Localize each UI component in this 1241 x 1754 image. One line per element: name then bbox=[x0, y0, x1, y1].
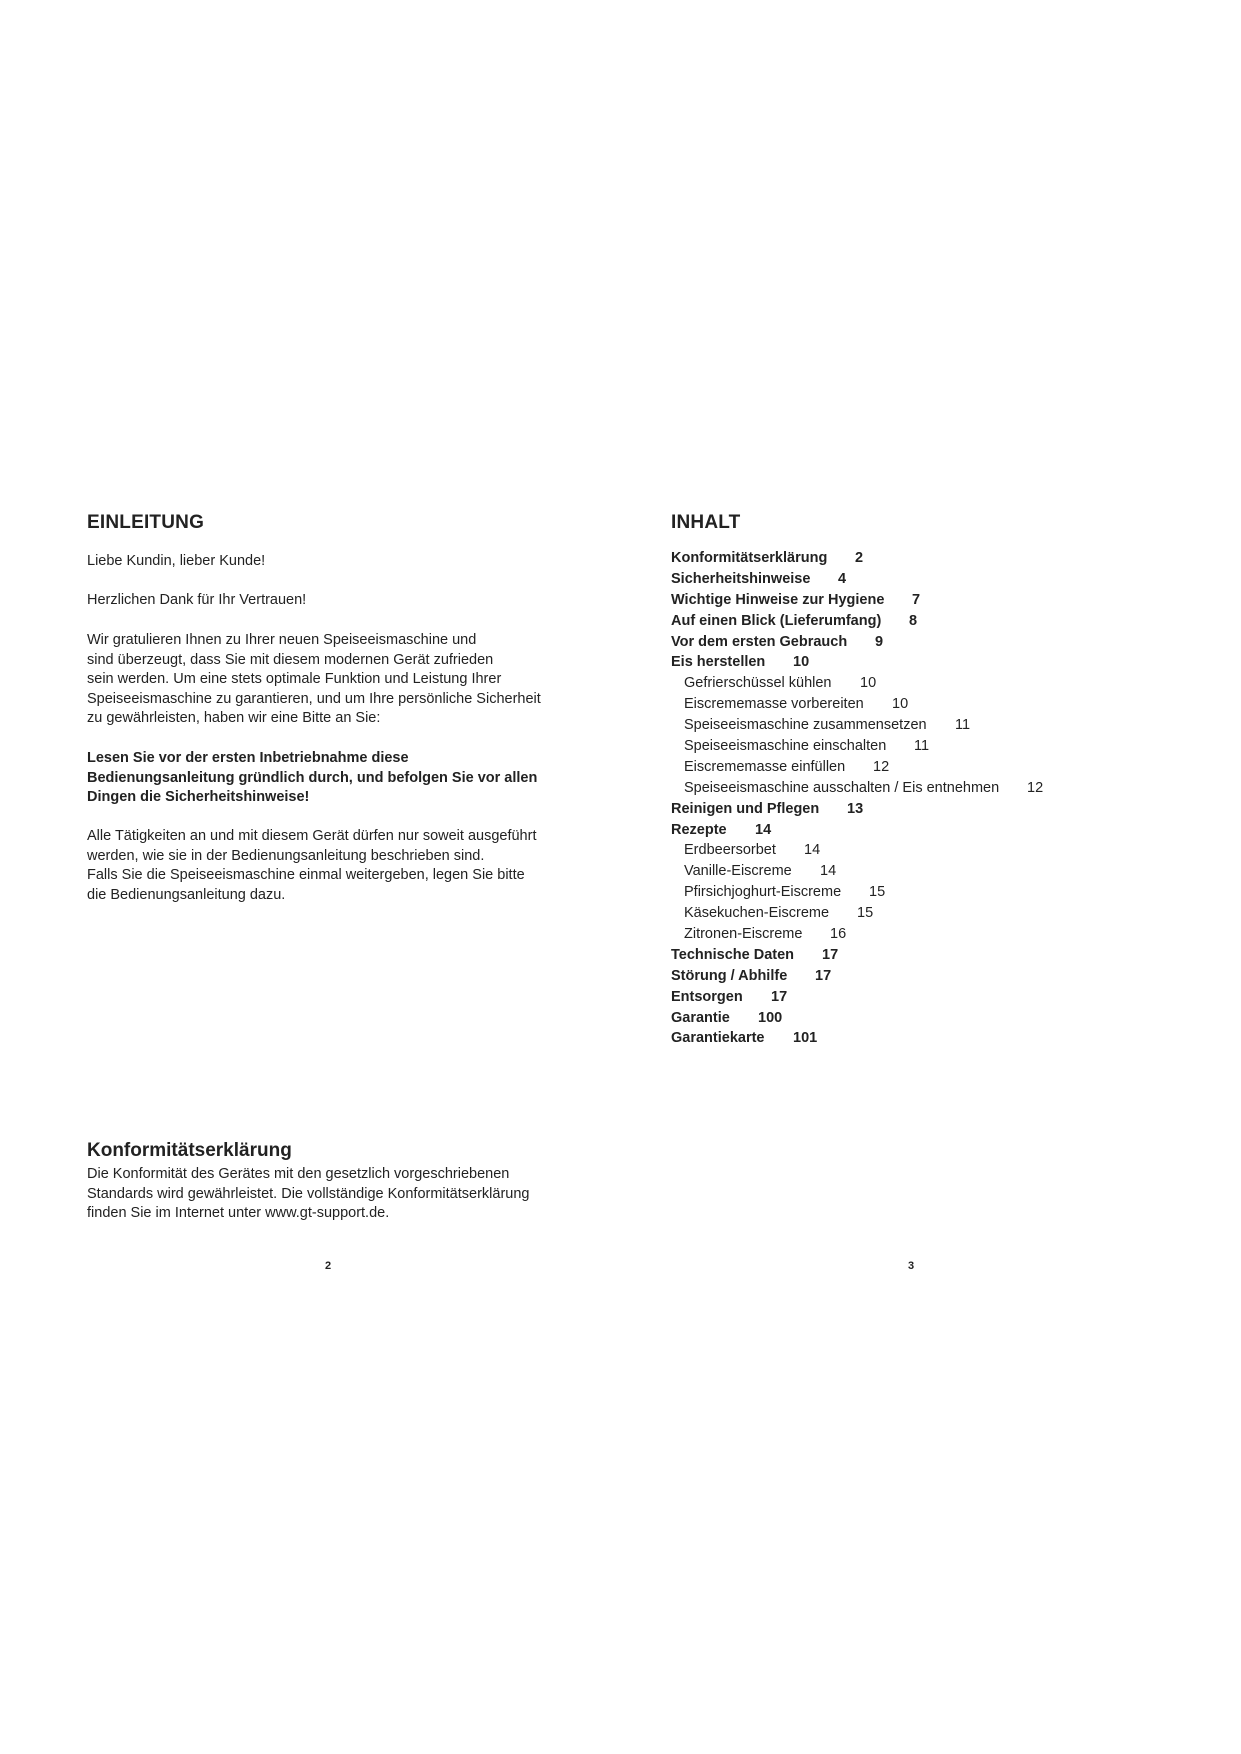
einleitung-title: EINLEITUNG bbox=[87, 512, 205, 533]
toc-entry-label: Sicherheitshinweise bbox=[671, 570, 811, 587]
toc-entry-label: Pfirsichjoghurt-Eiscreme bbox=[684, 884, 842, 901]
warning-paragraph: Lesen Sie vor der ersten Inbetriebnahme diese Bedienungsanleitung gründlich durch, und befolgen Sie vor allen Dingen die Sicherheitshinweise! bbox=[87, 750, 538, 805]
toc-entry-label: Störung / Abhilfe bbox=[671, 967, 788, 984]
toc-entry bbox=[671, 569, 1211, 590]
toc-entry-page: 11 bbox=[914, 738, 930, 755]
toc-entry bbox=[671, 632, 1211, 653]
toc-entry bbox=[671, 799, 1211, 820]
toc-entry-page: 12 bbox=[1027, 779, 1044, 796]
toc-entry-page: 14 bbox=[804, 842, 821, 859]
toc-entry bbox=[671, 966, 1211, 987]
toc-entry bbox=[671, 715, 1211, 736]
toc-entry bbox=[671, 840, 1211, 861]
thanks: Herzlichen Dank für Ihr Vertrauen! bbox=[87, 592, 307, 608]
toc-entry bbox=[671, 548, 1211, 569]
konformitaet-title: Konformitätserklärung bbox=[87, 1140, 292, 1161]
toc-entry-page: 17 bbox=[822, 946, 839, 963]
toc-entry-label: Technische Daten bbox=[671, 946, 795, 963]
toc-entry bbox=[671, 694, 1211, 715]
toc-entry-page: 10 bbox=[793, 654, 810, 671]
toc-entry bbox=[671, 987, 1211, 1008]
toc-entry-page: 17 bbox=[771, 988, 788, 1005]
toc-entry bbox=[671, 945, 1211, 966]
toc-entry bbox=[671, 882, 1211, 903]
toc-entry-page: 14 bbox=[755, 821, 772, 838]
toc-entry bbox=[671, 757, 1211, 778]
toc-entry bbox=[671, 820, 1211, 841]
page-number-left: 2 bbox=[325, 1260, 332, 1272]
toc-entry-label: Speiseeismaschine zusammensetzen bbox=[684, 717, 927, 734]
toc-entry-page: 7 bbox=[912, 591, 921, 608]
toc-entry bbox=[671, 736, 1211, 757]
toc-entry-page: 16 bbox=[830, 926, 847, 943]
toc-entry-label: Speiseeismaschine ausschalten / Eis entnehmen bbox=[684, 779, 1000, 796]
toc-entry-label: Erdbeersorbet bbox=[684, 842, 776, 859]
toc-entry-page: 10 bbox=[860, 675, 877, 692]
toc-entry-label: Zitronen-Eiscreme bbox=[684, 926, 803, 943]
inhalt-title: INHALT bbox=[671, 512, 741, 533]
toc-entry bbox=[671, 590, 1211, 611]
toc-entry-label: Wichtige Hinweise zur Hygiene bbox=[671, 591, 885, 608]
toc-entry-page: 9 bbox=[875, 633, 884, 650]
toc-entry bbox=[671, 924, 1211, 945]
greeting: Liebe Kundin, lieber Kunde! bbox=[87, 553, 266, 569]
toc-entry-page: 17 bbox=[815, 967, 832, 984]
toc-entry-label: Vor dem ersten Gebrauch bbox=[671, 633, 848, 650]
toc-entry-page: 2 bbox=[855, 550, 864, 566]
toc-entry-page: 4 bbox=[838, 570, 847, 587]
table-of-contents bbox=[671, 548, 1211, 1049]
toc-entry bbox=[671, 1008, 1211, 1029]
toc-entry bbox=[671, 903, 1211, 924]
toc-entry-label: Eiscrememasse vorbereiten bbox=[684, 696, 864, 713]
toc-entry-label: Garantie bbox=[671, 1009, 730, 1026]
toc-entry-page: 13 bbox=[847, 800, 864, 817]
toc-entry bbox=[671, 611, 1211, 632]
toc-entry-label: Reinigen und Pflegen bbox=[671, 800, 820, 817]
toc-entry-label: Entsorgen bbox=[671, 988, 743, 1005]
toc-entry bbox=[671, 652, 1211, 673]
note-paragraph: Alle Tätigkeiten an und mit diesem Gerät dürfen nur soweit ausgeführt werden, wie sie in der Bedienungsanleitung beschrieben sind. Falls Sie die Speiseeismaschine einmal weitergeben, legen Sie bitte die Bedienungsanleitung dazu. bbox=[87, 828, 537, 903]
toc-entry-label: Eis herstellen bbox=[671, 654, 766, 671]
intro-paragraph: Wir gratulieren Ihnen zu Ihrer neuen Speiseeismaschine und sind überzeugt, dass Sie mit diesem modernen Gerät zufrieden sein werden. Um eine stets optimale Funktion und Leistung Ihrer Speiseeismaschine zu garantieren, und um Ihre persönliche Sicherheit zu gewährleisten, haben wir eine Bitte an Sie: bbox=[87, 632, 541, 726]
toc-entry-label: Gefrierschüssel kühlen bbox=[684, 675, 832, 692]
toc-entry-label: Käsekuchen-Eiscreme bbox=[684, 905, 830, 922]
toc-entry-page: 101 bbox=[793, 1030, 818, 1047]
toc-entry bbox=[671, 1028, 1211, 1049]
toc-entry-page: 15 bbox=[857, 905, 874, 922]
toc-entry-label: Speiseeismaschine einschalten bbox=[684, 738, 887, 755]
toc-entry-label: Auf einen Blick (Lieferumfang) bbox=[671, 612, 882, 629]
toc-entry-page: 8 bbox=[909, 612, 918, 629]
toc-entry-page: 14 bbox=[820, 863, 837, 880]
toc-entry-label: Konformitätserklärung bbox=[671, 550, 828, 566]
toc-entry-label: Eiscrememasse einfüllen bbox=[684, 758, 846, 775]
toc-entry-page: 100 bbox=[758, 1009, 783, 1026]
toc-entry-label: Garantiekarte bbox=[671, 1030, 765, 1047]
page-number-right: 3 bbox=[908, 1260, 915, 1272]
toc-entry bbox=[671, 673, 1211, 694]
toc-entry-page: 15 bbox=[869, 884, 886, 901]
konformitaet-text: Die Konformität des Gerätes mit den gesetzlich vorgeschriebenen Standards wird gewährleistet. Die vollständige Konformitätserklärung finden Sie im Internet unter www.gt-support.de. bbox=[87, 1166, 530, 1221]
toc-entry bbox=[671, 778, 1211, 799]
toc-entry-label: Vanille-Eiscreme bbox=[684, 863, 792, 880]
toc-entry-page: 12 bbox=[873, 758, 890, 775]
toc-entry-label: Rezepte bbox=[671, 821, 727, 838]
toc-entry bbox=[671, 861, 1211, 882]
toc-entry-page: 10 bbox=[892, 696, 909, 713]
toc-entry-page: 11 bbox=[955, 717, 971, 734]
